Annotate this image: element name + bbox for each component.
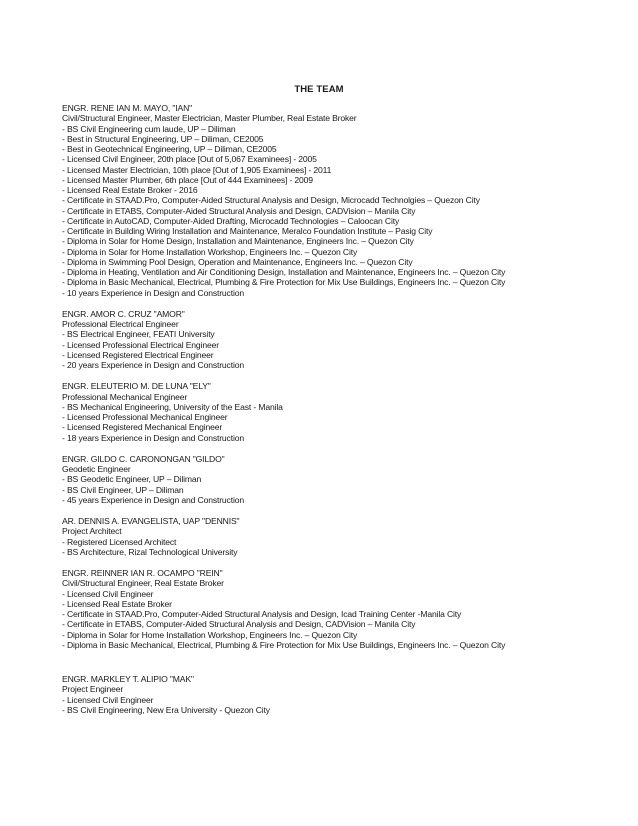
credential-item: - Certificate in STAAD.Pro, Computer-Aided Structural Analysis and Design, Microcadd Technolgies – Quezon City [62,195,480,206]
credential-item: - 20 years Experience in Design and Construction [62,360,244,370]
credential-item: - 18 years Experience in Design and Construction [62,432,244,443]
credential-item: - Licensed Civil Engineer [62,588,154,599]
credential-item: - BS Civil Engineering cum laude, UP – Diliman [62,123,236,134]
credential-item: - Licensed Professional Electrical Engineer [62,339,219,350]
credential-item: - Licensed Civil Engineer [62,694,154,705]
credential-item: - Licensed Real Estate Broker [62,598,172,609]
credential-item: - Certificate in AutoCAD, Computer-Aided Drafting, Microcadd Technologies – Caloocan City [62,215,400,226]
credential-item: - 45 years Experience in Design and Construction [62,494,244,505]
credential-item: - BS Civil Engineer, UP – Diliman [62,484,184,495]
credential-item: - Diploma in Swimming Pool Design, Operation and Maintenance, Engineers Inc. – Quezon City [62,256,413,267]
team-member-amor [62,309,622,371]
credential-item: - BS Architecture, Rizal Technological University [62,546,238,557]
member-role: Professional Mechanical Engineer [62,391,188,402]
credential-item: - Diploma in Basic Mechanical, Electrical, Plumbing & Fire Protection for Mix Use Buildings, Engineers Inc. – Quezon City [62,639,506,650]
member-name: ENGR. REINNER IAN R. OCAMPO "REIN" [62,568,223,578]
credential-item: - Diploma in Solar for Home Installation Workshop, Engineers Inc. – Quezon City [62,629,358,640]
team-member-rein [62,568,622,650]
credential-item: - Diploma in Solar for Home Installation Workshop, Engineers Inc. – Quezon City [62,246,358,257]
team-member-mak [62,674,622,715]
member-name: ENGR. RENE IAN M. MAYO, "IAN" [62,103,193,113]
document-title: THE TEAM [294,84,344,95]
team-member-dennis [62,516,622,557]
credential-item: - Certificate in STAAD.Pro, Computer-Aided Structural Analysis and Design, Icad Training Center -Manila City [62,609,462,619]
member-role: Project Engineer [62,684,124,695]
credential-item: - Licensed Master Electrician, 10th place [Out of 1,905 Examinees] - 2011 [62,164,332,175]
credential-item: - 10 years Experience in Design and Construction [62,287,244,298]
credential-item: - Licensed Civil Engineer, 20th place [Out of 5,067 Examinees] - 2005 [62,154,317,165]
credential-item: - Certificate in ETABS, Computer-Aided Structural Analysis and Design, CADVision – Manila City [62,205,416,216]
team-list [62,103,622,715]
credential-item: - Diploma in Heating, Ventilation and Air Conditioning Design, Installation and Maintenance, Engineers Inc. – Quezon City [62,267,506,277]
member-name: ENGR. AMOR C. CRUZ "AMOR" [62,308,185,319]
member-name: ENGR. MARKLEY T. ALIPIO "MAK" [62,674,194,684]
credential-item: - Diploma in Basic Mechanical, Electrical, Plumbing & Fire Protection for Mix Use Buildings, Engineers Inc. – Quezon City [62,277,506,288]
member-role: Geodetic Engineer [62,464,131,474]
credential-item: - Licensed Registered Electrical Engineer [62,349,214,360]
credential-item: - Certificate in ETABS, Computer-Aided Structural Analysis and Design, CADVision – Manila City [62,619,416,630]
credential-item: - Registered Licensed Architect [62,536,177,547]
member-name: ENGR. ELEUTERIO M. DE LUNA "ELY" [62,381,211,392]
team-member-ian [62,103,622,298]
member-role: Civil/Structural Engineer, Real Estate Broker [62,578,224,589]
credential-item: - BS Civil Engineering, New Era University - Quezon City [62,704,270,715]
credential-item: - BS Electrical Engineer, FEATI University [62,329,215,340]
member-role: Project Architect [62,526,122,537]
member-name: ENGR. GILDO C. CARONONGAN "GILDO" [62,453,225,464]
credential-item: - Best in Geotechnical Engineering, UP – Diliman, CE2005 [62,144,277,154]
credential-item: - Licensed Professional Mechanical Engineer [62,412,228,422]
member-role: Professional Electrical Engineer [62,319,179,329]
team-member-gildo [62,454,622,505]
member-name: AR. DENNIS A. EVANGELISTA, UAP "DENNIS" [62,516,240,526]
member-role: Civil/Structural Engineer, Master Electrician, Master Plumber, Real Estate Broker [62,113,357,124]
credential-item: - Diploma in Solar for Home Design, Installation and Maintenance, Engineers Inc. – Quezon City [62,236,414,247]
credential-item: - BS Geodetic Engineer, UP – Diliman [62,474,202,485]
credential-item: - Licensed Real Estate Broker - 2016 [62,185,198,195]
credential-item: - Best in Structural Engineering, UP – Diliman, CE2005 [62,133,264,144]
credential-item: - Licensed Master Plumber, 6th place [Out of 444 Examinees] - 2009 [62,174,313,185]
credential-item: - Certificate in Building Wiring Installation and Maintenance, Meralco Foundation Institute – Pasig City [62,226,433,236]
team-member-ely [62,381,622,443]
credential-item: - Licensed Registered Mechanical Engineer [62,422,223,433]
credential-item: - BS Mechanical Engineering, University of the East - Manila [62,401,283,412]
